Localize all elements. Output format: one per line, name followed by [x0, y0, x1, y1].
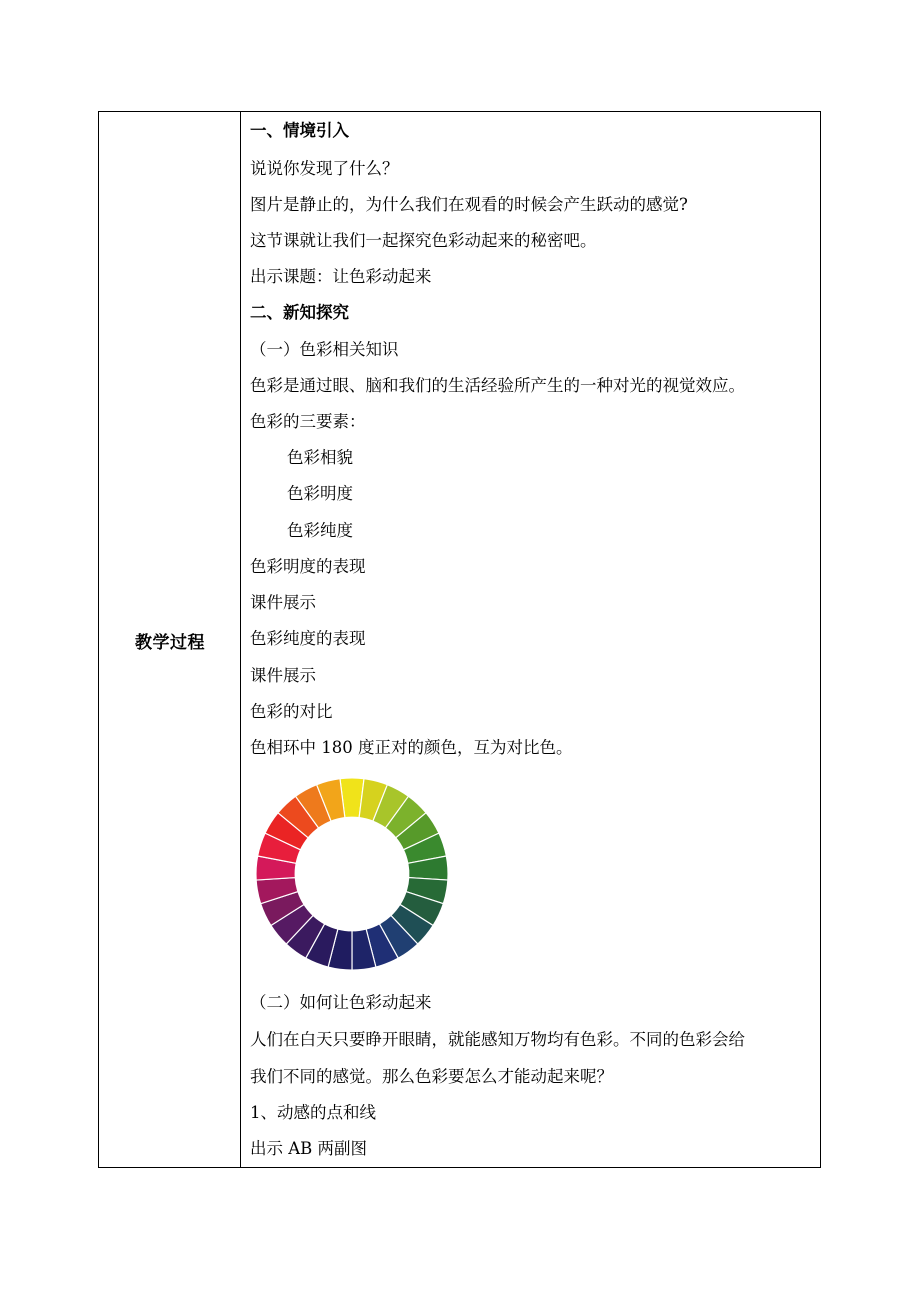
subheading-make-color-move: （二）如何让色彩动起来 [250, 993, 432, 1012]
list-item: 色彩纯度 [287, 521, 353, 540]
text-line: 说说你发现了什么？ [250, 159, 399, 178]
text-line: 我们不同的感觉。那么色彩要怎么才能动起来呢？ [250, 1067, 613, 1086]
heading-situation-intro: 一、情境引入 [250, 121, 349, 140]
text-line: 这节课就让我们一起探究色彩动起来的秘密吧。 [250, 231, 597, 250]
text-line: 色彩是通过眼、脑和我们的生活经验所产生的一种对光的视觉效应。 [250, 376, 745, 395]
text-line: 图片是静止的，为什么我们在观看的时候会产生跃动的感觉? [250, 195, 688, 214]
text-line: 课件展示 [250, 593, 316, 612]
lesson-table [98, 111, 821, 1168]
text-line: 色相环中 180 度正对的颜色，互为对比色。 [250, 738, 573, 757]
subheading-color-knowledge: （一）色彩相关知识 [250, 340, 399, 359]
text-line: 课件展示 [250, 666, 316, 685]
color-wheel-image [254, 776, 450, 972]
text-line: 出示课题：让色彩动起来 [250, 267, 432, 286]
heading-new-knowledge: 二、新知探究 [250, 303, 349, 322]
text-line: 色彩纯度的表现 [250, 629, 366, 648]
section-label: 教学过程 [135, 633, 205, 653]
text-line: 1、动感的点和线 [250, 1103, 376, 1122]
list-item: 色彩相貌 [287, 448, 353, 467]
text-line: 色彩的三要素： [250, 412, 366, 431]
list-item: 色彩明度 [287, 484, 353, 503]
content-cell [242, 112, 820, 1167]
text-line: 人们在白天只要睁开眼睛，就能感知万物均有色彩。不同的色彩会给 [250, 1030, 745, 1049]
text-line: 色彩的对比 [250, 702, 333, 721]
text-line: 色彩明度的表现 [250, 557, 366, 576]
section-label-cell [99, 112, 241, 1167]
text-line: 出示 AB 两副图 [250, 1139, 368, 1158]
